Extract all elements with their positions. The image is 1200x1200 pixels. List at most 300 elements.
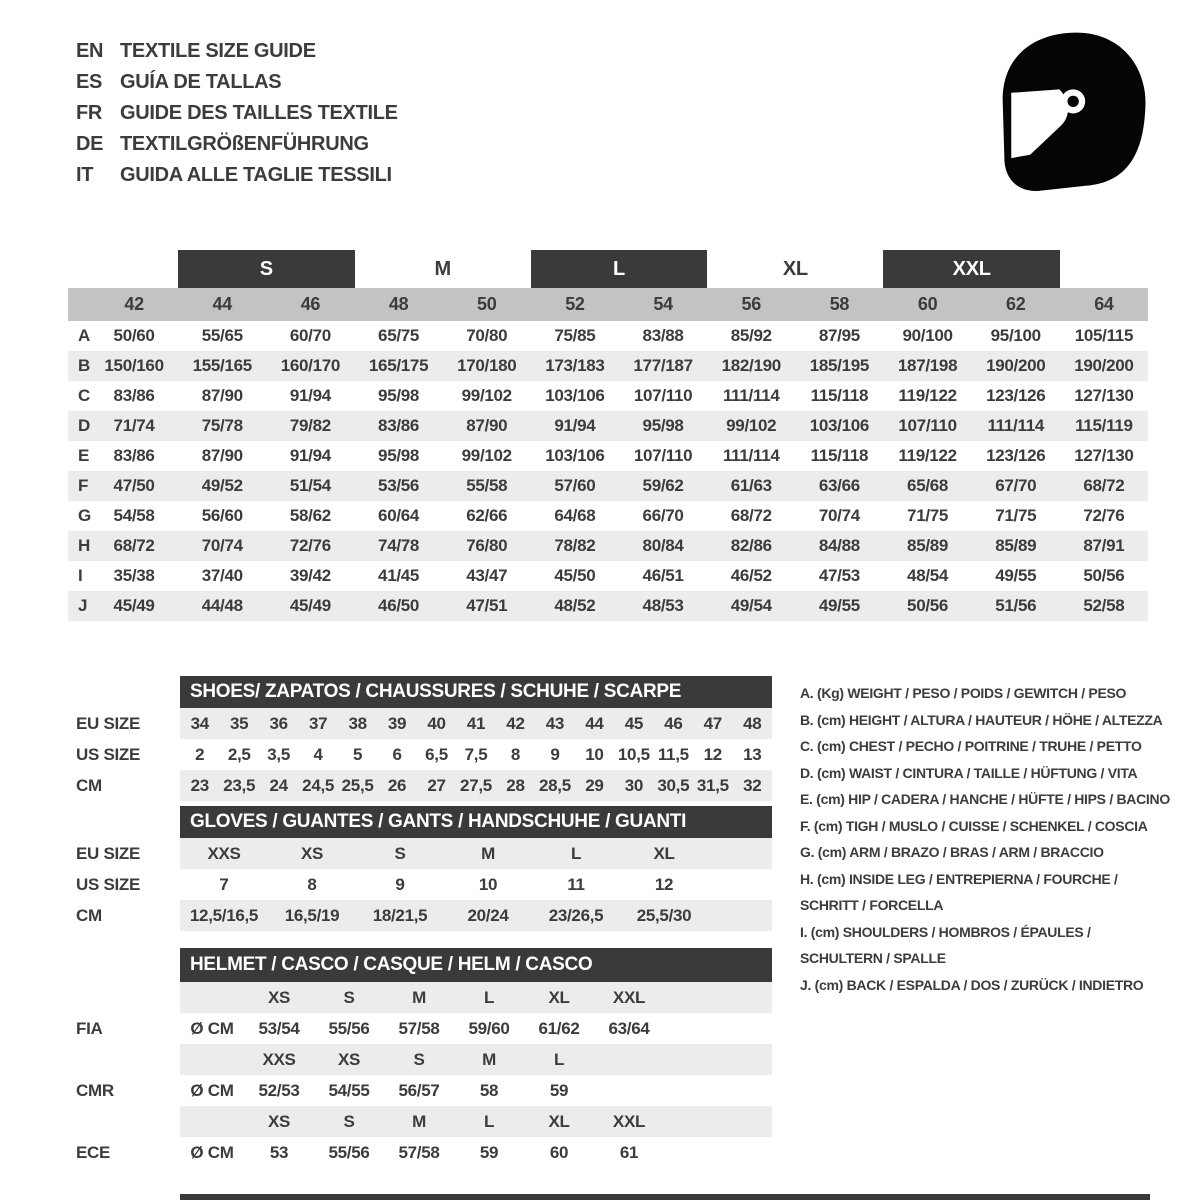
- shoe-cm-size: 29: [585, 775, 604, 795]
- gloves-eu-values: [180, 838, 772, 869]
- table-cell: 62/66: [466, 506, 508, 525]
- table-cell: 99/102: [461, 386, 512, 405]
- ece-values: [180, 1137, 772, 1168]
- shoe-us-size: 2,5: [227, 744, 251, 764]
- shoe-eu-size: 45: [624, 713, 644, 733]
- table-cell: 45/49: [113, 596, 155, 615]
- table-cell: 190/200: [986, 356, 1046, 375]
- legend-line: D. (cm) WAIST / CINTURA / TAILLE / HÜFTUNG / VITA: [800, 764, 1138, 781]
- table-cell: 75/85: [554, 326, 596, 345]
- measurement-row: [68, 471, 1148, 501]
- table-cell: 68/72: [113, 536, 155, 555]
- table-cell: 54/58: [113, 506, 155, 525]
- table-cell: 105/115: [1074, 326, 1134, 345]
- table-cell: 49/54: [730, 596, 772, 615]
- cm-label: CM: [76, 775, 102, 795]
- measurement-row: [68, 591, 1148, 621]
- table-cell: 182/190: [721, 356, 781, 375]
- shoe-cm-size: 24,5: [302, 775, 335, 795]
- table-cell: 119/122: [898, 446, 957, 465]
- table-cell: 72/76: [289, 536, 331, 555]
- ece-value: 59: [479, 1142, 499, 1162]
- table-cell: 65/68: [907, 476, 949, 495]
- table-cell: 58/62: [289, 506, 331, 525]
- fia-size: M: [412, 987, 426, 1007]
- table-cell: 107/110: [633, 386, 693, 405]
- table-cell: 46/51: [642, 566, 684, 585]
- size-number: 54: [653, 294, 673, 314]
- table-cell: 107/110: [898, 416, 957, 435]
- ece-size: M: [412, 1111, 426, 1131]
- table-cell: 91/94: [289, 446, 331, 465]
- shoe-eu-size: 42: [506, 713, 525, 733]
- glove-us-size: 10: [478, 874, 498, 894]
- glove-us-size: 12: [654, 874, 674, 894]
- table-cell: 83/86: [113, 386, 155, 405]
- table-cell: 67/70: [995, 476, 1037, 495]
- table-cell: 115/119: [1075, 416, 1133, 435]
- ece-label: ECE: [76, 1142, 111, 1162]
- us-size-label: US SIZE: [76, 874, 141, 894]
- fia-value: 53/54: [258, 1018, 300, 1038]
- shoe-eu-size: 38: [348, 713, 367, 733]
- table-cell: 87/90: [201, 386, 243, 405]
- shoe-us-size: 8: [510, 744, 521, 764]
- shoe-us-size: 10,5: [617, 744, 650, 764]
- fia-value: 63/64: [608, 1018, 650, 1038]
- glove-cm-size: 18/21,5: [372, 905, 428, 925]
- ece-size-headers: [180, 1106, 772, 1137]
- language-code: IT: [76, 164, 94, 186]
- shoe-us-size: 4: [313, 744, 323, 764]
- table-cell: 83/88: [642, 326, 684, 345]
- ece-size: XS: [267, 1111, 291, 1131]
- table-cell: 66/70: [642, 506, 684, 525]
- fia-sizes-row: [68, 982, 772, 1013]
- ece-size: XXL: [612, 1111, 646, 1131]
- table-cell: 85/89: [907, 536, 949, 555]
- table-cell: 47/51: [466, 596, 508, 615]
- shoe-eu-size: 46: [664, 713, 683, 733]
- table-cell: 160/170: [280, 356, 341, 375]
- size-number: 44: [212, 294, 232, 314]
- language-title-row: [76, 129, 398, 160]
- table-cell: 87/90: [466, 416, 508, 435]
- shoe-eu-size: 47: [703, 713, 722, 733]
- shoe-cm-size: 27,5: [460, 775, 492, 795]
- cm-label: CM: [76, 905, 102, 925]
- size-band-xxl: XXL: [883, 250, 1059, 288]
- legend-line: B. (cm) HEIGHT / ALTURA / HAUTEUR / HÖHE / ALTEZZA: [800, 711, 1163, 728]
- shoes-cm-values: [180, 770, 772, 801]
- table-cell: 103/106: [545, 386, 605, 405]
- table-cell: 56/60: [201, 506, 243, 525]
- shoe-eu-size: 43: [545, 713, 565, 733]
- table-cell: 48/54: [907, 566, 949, 585]
- shoe-eu-size: 48: [743, 713, 762, 733]
- fia-value: 59/60: [468, 1018, 510, 1038]
- shoe-us-size: 11,5: [657, 744, 689, 764]
- cmr-values: [180, 1075, 772, 1106]
- glove-cm-size: 23/26,5: [548, 905, 604, 925]
- measurement-row: [68, 411, 1148, 441]
- table-cell: 52/58: [1083, 596, 1125, 615]
- table-cell: 84/88: [818, 536, 860, 555]
- table-cell: 44/48: [201, 596, 243, 615]
- table-cell: 83/86: [113, 446, 155, 465]
- size-number: 58: [829, 294, 850, 314]
- fia-size: XS: [267, 987, 291, 1007]
- shoe-us-size: 3,5: [267, 744, 291, 764]
- guide-title: GUIDA ALLE TAGLIE TESSILI: [120, 164, 392, 186]
- table-cell: 150/160: [104, 356, 164, 375]
- us-size-label: US SIZE: [76, 744, 141, 764]
- shoe-cm-size: 30,5: [657, 775, 690, 795]
- empty-label: [68, 1044, 180, 1075]
- cmr-value: 54/55: [328, 1080, 370, 1100]
- table-cell: 70/74: [818, 506, 860, 525]
- legend-line: E. (cm) HIP / CADERA / HANCHE / HÜFTE / HIPS / BACINO: [800, 791, 1170, 807]
- table-cell: 177/187: [633, 356, 693, 375]
- size-band-row: [68, 250, 1148, 288]
- cmr-size: XS: [337, 1049, 361, 1069]
- fia-value: 55/56: [328, 1018, 370, 1038]
- fia-size: XL: [548, 987, 570, 1007]
- guide-title: TEXTILE SIZE GUIDE: [120, 40, 316, 62]
- glove-eu-size: L: [570, 843, 582, 863]
- table-cell: 91/94: [554, 416, 596, 435]
- shoe-eu-size: 41: [466, 713, 486, 733]
- glove-cm-size: 16,5/19: [284, 905, 340, 925]
- row-letter: F: [78, 476, 89, 495]
- shoes-cm-row: [68, 770, 772, 801]
- table-cell: 90/100: [902, 326, 953, 345]
- table-cell: 49/55: [818, 596, 860, 615]
- ece-value: 55/56: [328, 1142, 370, 1162]
- row-letter: C: [78, 386, 90, 405]
- cmr-values-row: [68, 1075, 772, 1106]
- glove-eu-size: S: [394, 843, 406, 863]
- legend-line: G. (cm) ARM / BRAZO / BRAS / ARM / BRACCIO: [800, 844, 1104, 860]
- table-cell: 46/50: [378, 596, 420, 615]
- table-cell: 87/91: [1083, 536, 1125, 555]
- cmr-size: XXS: [262, 1049, 296, 1069]
- row-letter: D: [78, 416, 90, 435]
- size-band-xl: XL: [782, 257, 808, 280]
- table-cell: 155/165: [192, 356, 252, 375]
- table-cell: 95/100: [990, 326, 1041, 345]
- language-title-row: [76, 67, 398, 98]
- shoes-us-row: [68, 739, 772, 770]
- shoe-us-size: 12: [703, 744, 722, 764]
- size-number: 56: [741, 294, 761, 314]
- gloves-us-values: [180, 869, 772, 900]
- size-band-s: S: [178, 250, 354, 288]
- table-cell: 48/53: [642, 596, 684, 615]
- shoe-us-size: 5: [353, 744, 363, 764]
- size-number-row: [68, 288, 1148, 321]
- legend-line: I. (cm) SHOULDERS / HOMBROS / ÉPAULES /: [800, 923, 1091, 940]
- textile-size-table: [68, 250, 1148, 621]
- table-cell: 57/60: [554, 476, 596, 495]
- table-cell: 59/62: [642, 476, 684, 495]
- shoes-eu-row: [68, 708, 772, 739]
- size-number: 48: [388, 294, 409, 314]
- fia-size: XXL: [612, 987, 646, 1007]
- language-title-row: [76, 36, 398, 67]
- table-cell: 48/52: [554, 596, 596, 615]
- gloves-section-header: GLOVES / GUANTES / GANTS / HANDSCHUHE / GUANTI: [180, 806, 772, 838]
- shoe-us-size: 2: [195, 744, 205, 764]
- row-letter: H: [78, 536, 90, 555]
- ece-value: 60: [549, 1142, 569, 1162]
- language-code: EN: [76, 40, 104, 62]
- size-number: 62: [1006, 294, 1026, 314]
- shoe-cm-size: 28,5: [538, 775, 571, 795]
- shoe-us-size: 9: [550, 744, 560, 764]
- racing-helmet-icon: [982, 24, 1154, 196]
- legend-line: H. (cm) INSIDE LEG / ENTREPIERNA / FOURCHE /: [800, 870, 1118, 887]
- shoe-us-size: 6,5: [425, 744, 448, 764]
- fia-values-row: [68, 1013, 772, 1044]
- table-cell: 165/175: [368, 356, 429, 375]
- fia-size: L: [483, 987, 495, 1007]
- table-cell: 95/98: [378, 446, 420, 465]
- size-band-m: M: [434, 257, 451, 280]
- language-code: ES: [76, 71, 103, 93]
- table-cell: 50/60: [113, 326, 155, 345]
- shoe-cm-size: 32: [743, 775, 762, 795]
- size-band-l: L: [531, 250, 707, 288]
- shoe-eu-size: 39: [387, 713, 407, 733]
- table-cell: 43/47: [466, 566, 508, 585]
- table-cell: 53/56: [378, 476, 420, 495]
- cmr-sizes-row: [68, 1044, 772, 1075]
- shoe-cm-size: 30: [624, 775, 644, 795]
- measurement-row: [68, 381, 1148, 411]
- shoe-cm-size: 23: [190, 775, 209, 795]
- measurement-row: [68, 531, 1148, 561]
- table-cell: 49/55: [995, 566, 1037, 585]
- table-cell: 70/74: [201, 536, 243, 555]
- legend-line: F. (cm) TIGH / MUSLO / CUISSE / SCHENKEL / COSCIA: [800, 817, 1148, 834]
- table-cell: 95/98: [378, 386, 420, 405]
- diameter-cm-label: Ø CM: [190, 1018, 234, 1038]
- table-cell: 111/114: [722, 386, 780, 405]
- row-letter: I: [78, 566, 83, 585]
- shoe-us-size: 6: [392, 744, 402, 764]
- table-cell: 35/38: [113, 566, 155, 585]
- table-cell: 103/106: [809, 416, 870, 435]
- shoe-us-size: 7,5: [464, 744, 488, 764]
- gloves-eu-row: [68, 838, 772, 869]
- table-cell: 71/75: [995, 506, 1037, 525]
- cmr-value: 52/53: [258, 1080, 300, 1100]
- table-cell: 68/72: [730, 506, 772, 525]
- shoe-cm-size: 23,5: [223, 775, 256, 795]
- language-code: FR: [76, 102, 103, 124]
- ece-value: 57/58: [398, 1142, 440, 1162]
- gloves-section: [68, 806, 772, 931]
- eu-size-label: EU SIZE: [76, 843, 141, 863]
- glove-eu-size: XXS: [207, 843, 241, 863]
- table-cell: 63/66: [818, 476, 860, 495]
- shoe-eu-size: 40: [427, 713, 446, 733]
- fia-values: [180, 1013, 772, 1044]
- cmr-size: S: [413, 1049, 425, 1069]
- size-number: 52: [565, 294, 585, 314]
- table-cell: 45/49: [289, 596, 331, 615]
- row-letter: J: [78, 596, 88, 615]
- gloves-cm-values: [180, 900, 772, 931]
- shoe-eu-size: 35: [230, 713, 249, 733]
- table-cell: 50/56: [907, 596, 949, 615]
- table-cell: 85/92: [730, 326, 772, 345]
- table-cell: 55/58: [466, 476, 508, 495]
- table-cell: 127/130: [1074, 386, 1134, 405]
- glove-eu-size: XL: [653, 843, 675, 863]
- table-cell: 74/78: [378, 536, 420, 555]
- shoes-section-header: SHOES/ ZAPATOS / CHAUSSURES / SCHUHE / SCARPE: [180, 676, 772, 708]
- size-number: 60: [917, 294, 938, 314]
- table-cell: 68/72: [1083, 476, 1125, 495]
- shoe-us-size: 13: [743, 744, 762, 764]
- table-cell: 76/80: [466, 536, 508, 555]
- diameter-cm-label: Ø CM: [190, 1142, 234, 1162]
- shoe-cm-size: 28: [506, 775, 525, 795]
- table-cell: 85/89: [995, 536, 1037, 555]
- table-cell: 95/98: [642, 416, 684, 435]
- ece-value: 53: [269, 1142, 289, 1162]
- table-cell: 65/75: [378, 326, 420, 345]
- size-number: 50: [477, 294, 497, 314]
- table-cell: 111/114: [987, 416, 1045, 435]
- ece-sizes-row: [68, 1106, 772, 1137]
- cmr-value: 56/57: [398, 1080, 440, 1100]
- table-cell: 99/102: [461, 446, 512, 465]
- eu-size-label: EU SIZE: [76, 713, 141, 733]
- cmr-size-headers: [180, 1044, 772, 1075]
- legend-line: C. (cm) CHEST / PECHO / POITRINE / TRUHE / PETTO: [800, 738, 1142, 754]
- shoe-eu-size: 34: [190, 713, 209, 733]
- table-cell: 80/84: [642, 536, 684, 555]
- table-cell: 55/65: [201, 326, 243, 345]
- table-cell: 79/82: [289, 416, 331, 435]
- shoe-cm-size: 24: [269, 775, 288, 795]
- table-cell: 71/75: [907, 506, 949, 525]
- table-cell: 190/200: [1074, 356, 1134, 375]
- glove-us-size: 7: [219, 874, 229, 894]
- table-cell: 107/110: [633, 446, 693, 465]
- glove-us-size: 11: [567, 874, 585, 894]
- diameter-cm-label: Ø CM: [190, 1080, 234, 1100]
- measurement-row: [68, 351, 1148, 381]
- fia-size-headers: [180, 982, 772, 1013]
- cmr-size: L: [553, 1049, 565, 1069]
- row-letter: E: [78, 446, 90, 465]
- cmr-value: 59: [549, 1080, 569, 1100]
- table-cell: 127/130: [1074, 446, 1134, 465]
- table-cell: 72/76: [1083, 506, 1125, 525]
- table-cell: 119/122: [898, 386, 957, 405]
- size-number: 64: [1094, 294, 1114, 314]
- cmr-value: 58: [479, 1080, 499, 1100]
- shoe-cm-size: 25,5: [341, 775, 374, 795]
- measurement-row: [68, 321, 1148, 351]
- empty-label: [68, 1106, 180, 1137]
- table-cell: 123/126: [986, 386, 1046, 405]
- table-cell: 103/106: [545, 446, 605, 465]
- table-cell: 60/70: [289, 326, 331, 345]
- shoe-eu-size: 44: [585, 713, 604, 733]
- table-cell: 185/195: [809, 356, 870, 375]
- table-cell: 37/40: [201, 566, 243, 585]
- measurement-row: [68, 561, 1148, 591]
- ece-value: 61: [619, 1142, 639, 1162]
- glove-cm-size: 20/24: [467, 905, 509, 925]
- table-cell: 78/82: [554, 536, 596, 555]
- table-cell: 51/56: [995, 596, 1037, 615]
- table-cell: 123/126: [986, 446, 1046, 465]
- ece-size: S: [343, 1111, 355, 1131]
- guide-title: TEXTILGRÖßENFÜHRUNG: [120, 133, 369, 155]
- language-title-row: [76, 98, 398, 129]
- table-cell: 170/180: [457, 356, 517, 375]
- guide-title: GUIDE DES TAILLES TEXTILE: [120, 102, 398, 124]
- table-cell: 187/198: [897, 356, 958, 375]
- shoe-eu-size: 37: [308, 713, 328, 733]
- shoes-us-values: [180, 739, 772, 770]
- table-cell: 115/118: [810, 446, 869, 465]
- shoe-us-size: 10: [585, 744, 604, 764]
- table-cell: 111/114: [722, 446, 780, 465]
- row-letter: A: [78, 326, 90, 345]
- guide-title: GUÍA DE TALLAS: [120, 71, 282, 93]
- fia-label: FIA: [76, 1018, 103, 1038]
- glove-eu-size: XS: [300, 843, 324, 863]
- fia-value: 57/58: [398, 1018, 440, 1038]
- row-letter: G: [78, 506, 91, 525]
- empty-label: [68, 982, 180, 1013]
- legend-line: SCHULTERN / SPALLE: [800, 950, 946, 966]
- table-cell: 49/52: [201, 476, 243, 495]
- language-title-list: [76, 36, 398, 191]
- cmr-label: CMR: [76, 1080, 114, 1100]
- table-cell: 64/68: [554, 506, 596, 525]
- table-cell: 75/78: [201, 416, 243, 435]
- table-cell: 173/183: [545, 356, 605, 375]
- helmet-section: [68, 948, 772, 1168]
- table-cell: 115/118: [810, 386, 869, 405]
- row-letter: B: [78, 356, 90, 375]
- helmet-section-header: HELMET / CASCO / CASQUE / HELM / CASCO: [180, 948, 772, 982]
- measurement-row: [68, 441, 1148, 471]
- table-cell: 50/56: [1083, 566, 1125, 585]
- gloves-cm-row: [68, 900, 772, 931]
- table-cell: 99/102: [726, 416, 777, 435]
- fia-value: 61/62: [538, 1018, 580, 1038]
- language-code: DE: [76, 133, 104, 155]
- ece-size: L: [483, 1111, 495, 1131]
- table-cell: 91/94: [289, 386, 331, 405]
- gloves-us-row: [68, 869, 772, 900]
- language-title-row: [76, 160, 398, 191]
- glove-eu-size: M: [481, 843, 495, 863]
- table-cell: 47/53: [818, 566, 860, 585]
- measurement-legend: [800, 680, 1180, 998]
- shoe-cm-size: 31,5: [696, 775, 729, 795]
- ece-values-row: [68, 1137, 772, 1168]
